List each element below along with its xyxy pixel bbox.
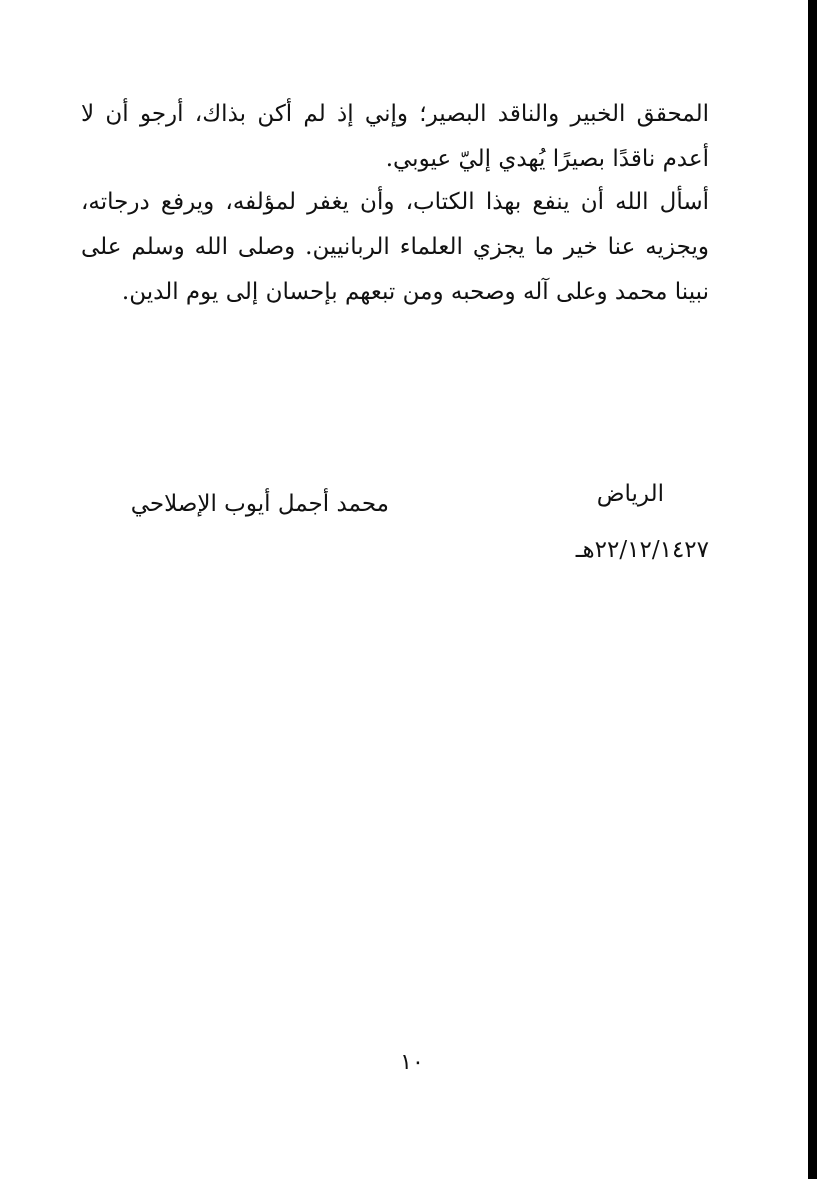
place-name: الرياض xyxy=(596,481,664,507)
scan-edge xyxy=(808,0,817,1179)
hijri-date: ٢٢/١٢/١٤٢٧هـ xyxy=(575,537,709,563)
paragraph-prayer: أسأل الله أن ينفع بهذا الكتاب، وأن يغفر لمؤلفه، ويرفع درجاته، ويجزيه عنا خير ما يجزي العلماء الربانيين. وصلى الله وسلم على نبينا محمد وعلى آله وصحبه ومن تبعهم بإحسان إلى يوم الدين. xyxy=(81,189,709,305)
paragraph-closing-remark: المحقق الخبير والناقد البصير؛ وإني إذ لم أكن بذاك، أرجو أن لا أعدم ناقدًا بصيرًا يُهدي إليّ عيوبي. xyxy=(81,101,709,172)
page-number: ١٠ xyxy=(400,1050,424,1075)
author-signature: محمد أجمل أيوب الإصلاحي xyxy=(130,491,389,517)
